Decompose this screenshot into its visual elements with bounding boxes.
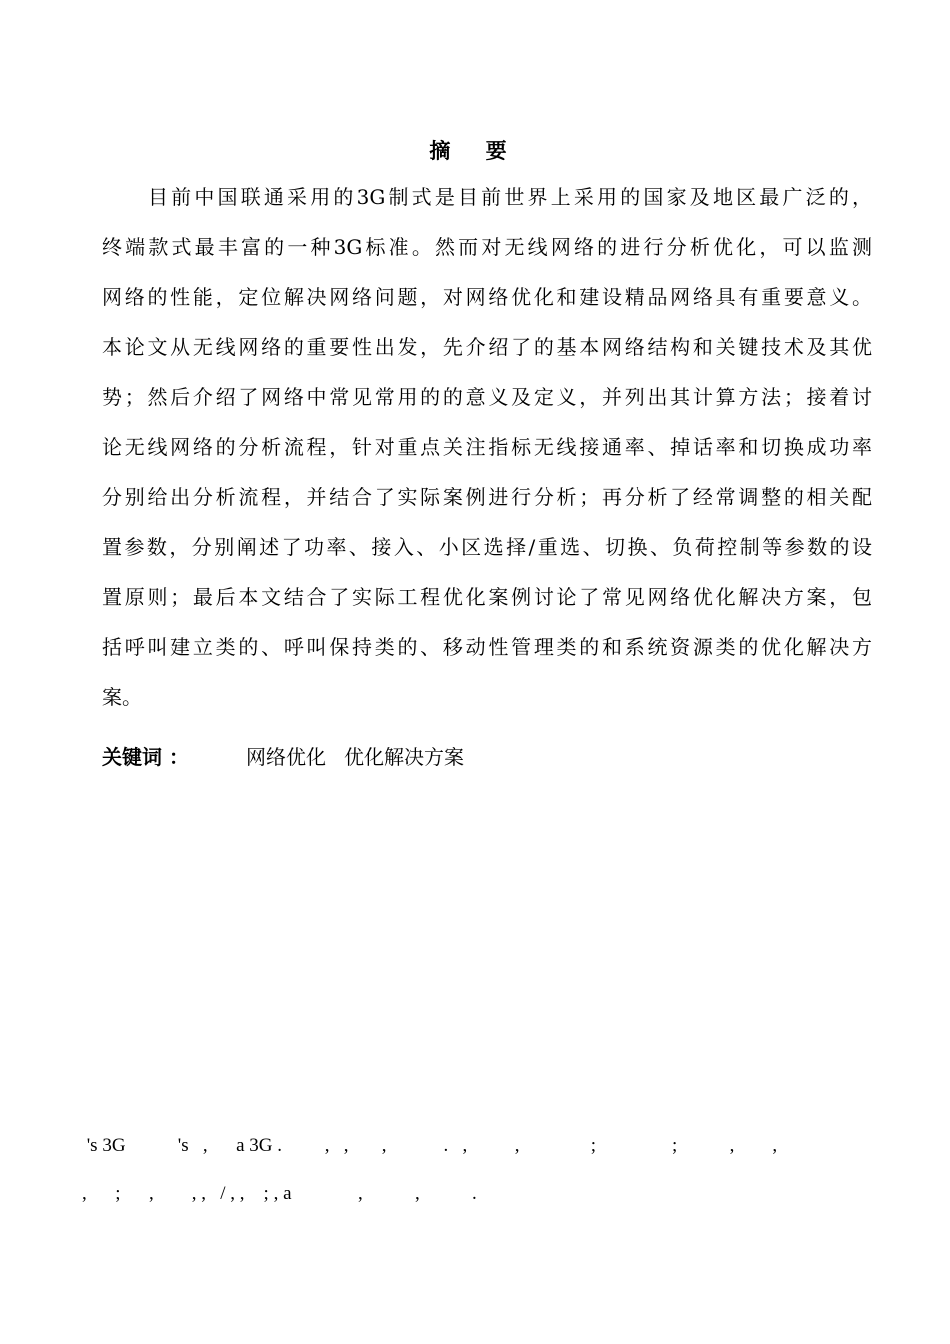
abstract-line: 分别给出分析流程，并结合了实际案例进行分析；再分析了经常调整的相关配	[102, 485, 872, 509]
abstract-line: 目前中国联通采用的3G制式是目前世界上采用的国家及地区最广泛的，	[148, 185, 872, 209]
abstract-line: 网络的性能，定位解决网络问题，对网络优化和建设精品网络具有重要意义。	[102, 285, 872, 309]
keyword: 优化解决方案	[344, 745, 464, 769]
abstract-line: 置原则；最后本文结合了实际工程优化案例讨论了常见网络优化解决方案，包	[102, 585, 872, 609]
english-abstract	[82, 1122, 868, 1218]
abstract-line: 论无线网络的分析流程，针对重点关注指标无线接通率、掉话率和切换成功率	[102, 435, 872, 459]
keyword: 网络优化	[246, 745, 326, 769]
abstract-line: 案。	[102, 685, 142, 709]
abstract-line: 括呼叫建立类的、呼叫保持类的、移动性管理类的和系统资源类的优化解决方	[102, 635, 872, 659]
english-line: 's 3G 's , a 3G . , , , . , , ; ; , ,	[82, 1135, 778, 1156]
abstract-line: 置参数，分别阐述了功率、接入、小区选择/重选、切换、负荷控制等参数的设	[102, 535, 872, 559]
abstract-line: 终端款式最丰富的一种3G标准。然而对无线网络的进行分析优化，可以监测	[102, 235, 872, 259]
abstract-line: 本论文从无线网络的重要性出发，先介绍了的基本网络结构和关键技术及其优	[102, 335, 872, 359]
keywords-label: 关键词 ：	[102, 745, 189, 769]
abstract-line: 势；然后介绍了网络中常见常用的的意义及定义，并列出其计算方法；接着讨	[102, 385, 872, 409]
keywords-row	[102, 735, 464, 779]
abstract-body	[102, 172, 872, 722]
abstract-title: 摘 要	[429, 138, 521, 163]
english-line: , ; , , , / , , ; , a , , .	[82, 1183, 477, 1204]
